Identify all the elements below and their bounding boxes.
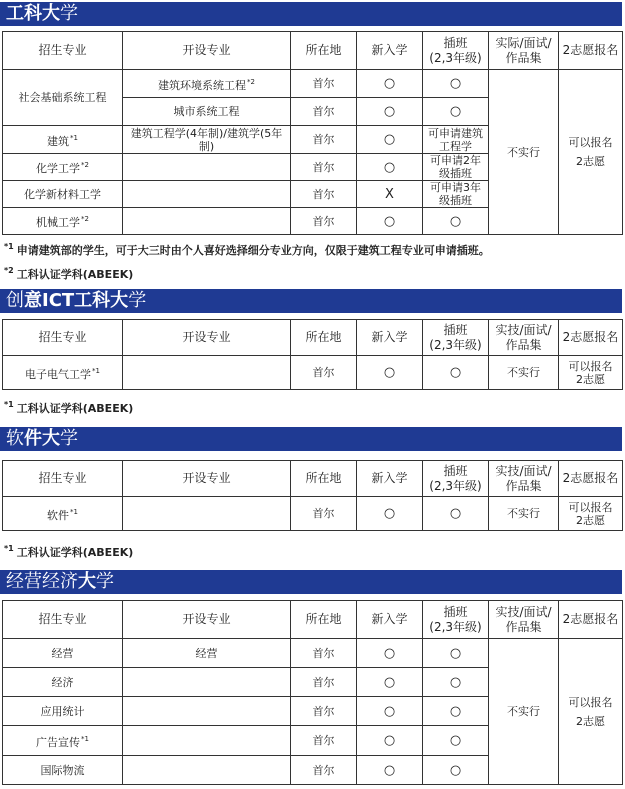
- col-header-transfer: 插班 (2,3年级): [423, 320, 489, 356]
- track-cell: [123, 756, 291, 785]
- major-cell: 化学新材料工学: [3, 181, 123, 208]
- freshman-cell: ○: [357, 98, 423, 126]
- location-cell: 首尔: [291, 668, 357, 697]
- business-economics-table: [2, 600, 623, 785]
- col-header-freshman: 新入学: [357, 320, 423, 356]
- table-header-row: [3, 320, 623, 356]
- transfer-cell: ○: [423, 639, 489, 668]
- col-header-practical: 实技/面试/ 作品集: [489, 461, 559, 497]
- col-header-location: 所在地: [291, 461, 357, 497]
- freshman-cell: ○: [357, 497, 423, 531]
- table-header-row: [3, 601, 623, 639]
- freshman-cell: ○: [357, 154, 423, 181]
- col-header-track: 开设专业: [123, 320, 291, 356]
- major-cell: 经营: [3, 639, 123, 668]
- col-header-location: 所在地: [291, 320, 357, 356]
- col-header-transfer: 插班 (2,3年级): [423, 32, 489, 70]
- location-cell: 首尔: [291, 181, 357, 208]
- col-header-freshman: 新入学: [357, 461, 423, 497]
- col-header-practical: 实技/面试/ 作品集: [489, 601, 559, 639]
- footnote: $^{*2}$ 工科认证学科(ABEEK): [4, 266, 134, 281]
- transfer-cell: 可申请2年 级插班: [423, 154, 489, 181]
- track-cell: [123, 497, 291, 531]
- practical-cell: 不实行: [489, 497, 559, 531]
- track-cell: [123, 697, 291, 726]
- location-cell: 首尔: [291, 697, 357, 726]
- major-cell: 电子电气工学$^{*1}$: [3, 356, 123, 390]
- major-cell: 软件$^{*1}$: [3, 497, 123, 531]
- table-header-row: [3, 461, 623, 497]
- location-cell: 首尔: [291, 726, 357, 756]
- second-choice-cell: 可以报名 2志愿: [559, 356, 623, 390]
- creative-ict-table: [2, 319, 623, 390]
- location-cell: 首尔: [291, 208, 357, 235]
- transfer-cell: ○: [423, 668, 489, 697]
- major-cell: 应用统计: [3, 697, 123, 726]
- col-header-major: 招生专业: [3, 601, 123, 639]
- col-header-freshman: 新入学: [357, 32, 423, 70]
- track-cell: [123, 208, 291, 235]
- track-cell: [123, 726, 291, 756]
- col-header-second-choice: 2志愿报名: [559, 601, 623, 639]
- major-cell: 机械工学$^{*2}$: [3, 208, 123, 235]
- col-header-track: 开设专业: [123, 601, 291, 639]
- footnote: $^{*1}$ 工科认证学科(ABEEK): [4, 544, 134, 559]
- major-cell: 建筑$^{*1}$: [3, 126, 123, 154]
- table-row: [3, 70, 623, 98]
- software-table: [2, 460, 623, 531]
- col-header-location: 所在地: [291, 32, 357, 70]
- footnote: $^{*1}$ 工科认证学科(ABEEK): [4, 400, 134, 415]
- section-title-engineering: 工科大学: [0, 2, 622, 26]
- freshman-cell: ○: [357, 639, 423, 668]
- col-header-freshman: 新入学: [357, 601, 423, 639]
- col-header-major: 招生专业: [3, 320, 123, 356]
- major-cell: 社会基础系统工程: [3, 70, 123, 126]
- transfer-cell: ○: [423, 98, 489, 126]
- location-cell: 首尔: [291, 70, 357, 98]
- freshman-cell: ○: [357, 697, 423, 726]
- practical-cell: 不实行: [489, 356, 559, 390]
- section-title-business-economics: 经营经济大学: [0, 570, 622, 594]
- transfer-cell: ○: [423, 756, 489, 785]
- table-row: [3, 639, 623, 668]
- location-cell: 首尔: [291, 98, 357, 126]
- major-cell: 广告宣传$^{*1}$: [3, 726, 123, 756]
- col-header-track: 开设专业: [123, 461, 291, 497]
- engineering-table: [2, 31, 623, 235]
- table-row: [3, 497, 623, 531]
- major-cell: 经济: [3, 668, 123, 697]
- freshman-cell: X: [357, 181, 423, 208]
- freshman-cell: ○: [357, 726, 423, 756]
- transfer-cell: ○: [423, 697, 489, 726]
- practical-cell: 不实行: [489, 639, 559, 785]
- practical-cell: 不实行: [489, 70, 559, 235]
- section-title-software: 软件大学: [0, 427, 622, 451]
- transfer-cell: 可申请3年 级插班: [423, 181, 489, 208]
- freshman-cell: ○: [357, 208, 423, 235]
- second-choice-cell: 可以报名 2志愿: [559, 497, 623, 531]
- second-choice-cell: 可以报名 2志愿: [559, 70, 623, 235]
- second-choice-cell: 可以报名 2志愿: [559, 639, 623, 785]
- location-cell: 首尔: [291, 356, 357, 390]
- col-header-major: 招生专业: [3, 32, 123, 70]
- freshman-cell: ○: [357, 756, 423, 785]
- section-title-creative-ict: 创意ICT工科大学: [0, 289, 622, 313]
- track-cell: 建筑工程学(4年制)/建筑学(5年制): [123, 126, 291, 154]
- track-cell: 城市系统工程: [123, 98, 291, 126]
- freshman-cell: ○: [357, 668, 423, 697]
- major-cell: 化学工学$^{*2}$: [3, 154, 123, 181]
- transfer-cell: ○: [423, 356, 489, 390]
- col-header-second-choice: 2志愿报名: [559, 320, 623, 356]
- col-header-transfer: 插班 (2,3年级): [423, 601, 489, 639]
- table-header-row: [3, 32, 623, 70]
- track-cell: [123, 154, 291, 181]
- col-header-transfer: 插班 (2,3年级): [423, 461, 489, 497]
- location-cell: 首尔: [291, 154, 357, 181]
- track-cell: [123, 668, 291, 697]
- location-cell: 首尔: [291, 126, 357, 154]
- col-header-track: 开设专业: [123, 32, 291, 70]
- transfer-cell: ○: [423, 70, 489, 98]
- location-cell: 首尔: [291, 497, 357, 531]
- major-cell: 国际物流: [3, 756, 123, 785]
- table-row: [3, 356, 623, 390]
- transfer-cell: ○: [423, 208, 489, 235]
- track-cell: [123, 181, 291, 208]
- freshman-cell: ○: [357, 356, 423, 390]
- footnote: $^{*1}$ 申请建筑部的学生，可于大三时由个人喜好选择细分专业方向，仅限于建筑工程专业可申请插班。: [4, 242, 490, 257]
- col-header-second-choice: 2志愿报名: [559, 461, 623, 497]
- track-cell: 经营: [123, 639, 291, 668]
- location-cell: 首尔: [291, 639, 357, 668]
- transfer-cell: ○: [423, 726, 489, 756]
- transfer-cell: ○: [423, 497, 489, 531]
- track-cell: [123, 356, 291, 390]
- transfer-cell: 可申请建筑 工程学: [423, 126, 489, 154]
- freshman-cell: ○: [357, 70, 423, 98]
- freshman-cell: ○: [357, 126, 423, 154]
- col-header-second-choice: 2志愿报名: [559, 32, 623, 70]
- col-header-practical: 实际/面试/ 作品集: [489, 32, 559, 70]
- location-cell: 首尔: [291, 756, 357, 785]
- col-header-major: 招生专业: [3, 461, 123, 497]
- track-cell: 建筑环境系统工程$^{*2}$: [123, 70, 291, 98]
- col-header-location: 所在地: [291, 601, 357, 639]
- col-header-practical: 实技/面试/ 作品集: [489, 320, 559, 356]
